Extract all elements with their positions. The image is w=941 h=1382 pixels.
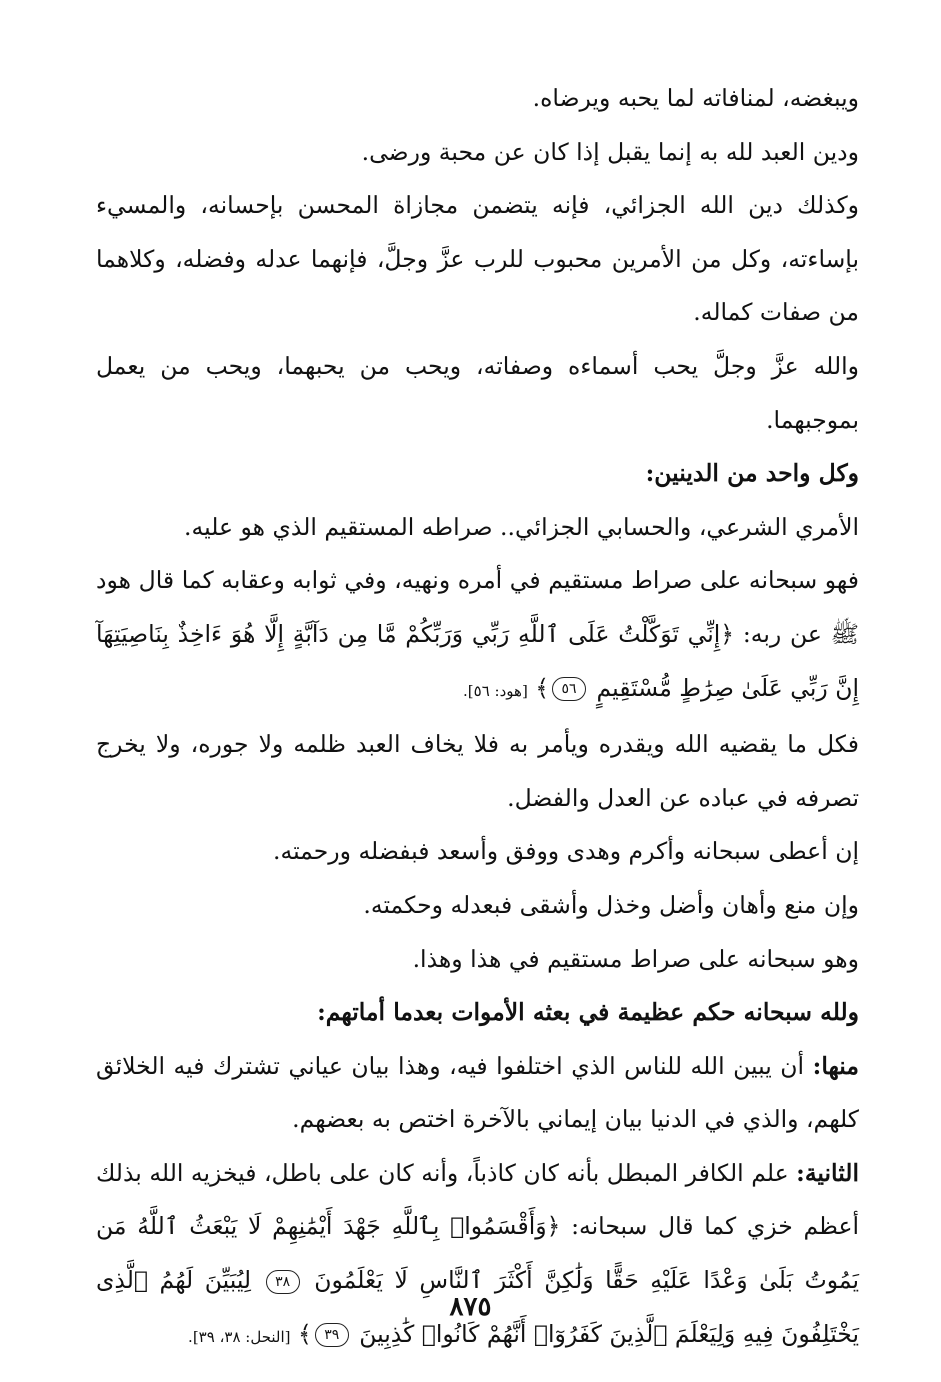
paragraph-2: ودين العبد لله به إنما يقبل إذا كان عن محبة ورضى. [361,137,859,166]
paragraph-6-text: فهو سبحانه على صراط مستقيم في أمره ونهيه، وفي ثوابه وعقابه كما قال هود [96,566,859,595]
second-wisdom-text: علم الكافر المبطل بأنه كان كاذباً، وأنه كان على باطل، فيخزيه الله بذلك أعظم خزي كما قال سبحانه: [96,1158,859,1241]
paragraph-9: وإن منع وأهان وأضل وخذل وأشقى فبعدله وحكمته. [363,890,859,919]
verse-open-bracket-2: ﴿ [546,1212,561,1241]
heading-two-religions: وكل واحد من الدينين: [645,459,859,488]
page-number: ٨٧٥ [449,1292,492,1322]
salutation-glyph: ﷺ [830,619,859,648]
paragraph-4: والله عزَّ وجلَّ يحب أسماءه وصفاته، ويحب من يحبهما، ويحب من يعمل بموجبهما. [96,351,859,434]
verse-reference-hud: [هود: ٥٦]. [463,681,528,700]
verse-close-bracket-2: ﴾ [298,1319,312,1348]
quran-verse-nahl-39: لِيُبَيِّنَ لَهُمُ ٱلَّذِى يَخْتَلِفُونَ فِيهِ وَلِيَعْلَمَ ٱلَّذِينَ كَفَرُوٓا۟ أَنَّهُمْ كَانُوا۟ كَٰذِبِينَ [96,1266,859,1348]
first-wisdom-label: منها: [812,1051,859,1080]
first-wisdom-text: أن يبين الله للناس الذي اختلفوا فيه، وهذا بيان عياني تشترك فيه الخلائق كلهم، والذي في الدنيا بيان إيماني بالآخرة اختص به بعضهم. [96,1051,859,1134]
quran-verse-nahl-38: وَأَقْسَمُوا۟ بِٱللَّهِ جَهْدَ أَيْمَٰنِهِمْ لَا يَبْعَثُ ٱللَّهُ مَن يَمُوتُ بَلَىٰ وَعْدًا عَلَيْهِ حَقًّا وَلَٰكِنَّ أَكْثَرَ ٱلنَّاسِ لَا يَعْلَمُونَ [96,1212,860,1295]
heading-wisdoms: ولله سبحانه حكم عظيمة في بعثه الأموات بعدما أماتهم: [317,998,859,1027]
paragraph-second-wisdom [96,1147,859,1364]
paragraph-8: إن أعطى سبحانه وأكرم وهدى ووفق وأسعد فبفضله ورحمته. [273,837,859,866]
verse-close-bracket: ﴾ [535,673,550,702]
paragraph-first-wisdom [96,1040,859,1147]
paragraph-1: ويبغضه، لمنافاته لما يحبه ويرضاه. [532,84,859,112]
verse-reference-nahl: [النحل: ٣٨، ٣٩]. [188,1327,291,1346]
quran-verse-hud: إِنِّي تَوَكَّلْتُ عَلَى ٱللَّهِ رَبِّي وَرَبِّكُمْ مَّا مِن دَآبَّةٍ إِلَّا هُوَ ءَاخِذٌ بِنَاصِيَتِهَآ إِنَّ رَبِّي عَلَىٰ صِرَٰطٍ مُّسْتَقِيمٍ [96,619,859,702]
paragraph-3: وكذلك دين الله الجزائي، فإنه يتضمن مجازاة المحسن بإحسانه، والمسيء بإساءته، وكل من الأمرين محبوب للرب عزَّ وجلَّ، فإنهما عدله وفضله، وكلاهما من صفات كماله. [96,191,859,327]
paragraph-6-lead: عن ربه: [742,619,822,648]
paragraph-10: وهو سبحانه على صراط مستقيم في هذا وهذا. [412,944,859,973]
verse-number-38: ٣٨ [266,1270,300,1294]
paragraph-hud-verse [96,554,859,718]
verse-number-56: ٥٦ [552,677,586,701]
second-wisdom-label: الثانية: [796,1158,859,1187]
verse-number-39: ٣٩ [315,1323,349,1347]
verse-open-bracket: ﴿ [720,619,735,648]
main-text [96,72,859,1364]
paragraph-7: فكل ما يقضيه الله ويقدره ويأمر به فلا يخاف العبد ظلمه ولا جوره، ولا يخرج تصرفه في عباده عن العدل والفضل. [96,730,859,812]
paragraph-5: الأمري الشرعي، والحسابي الجزائي.. صراطه المستقيم الذي هو عليه. [184,512,859,541]
